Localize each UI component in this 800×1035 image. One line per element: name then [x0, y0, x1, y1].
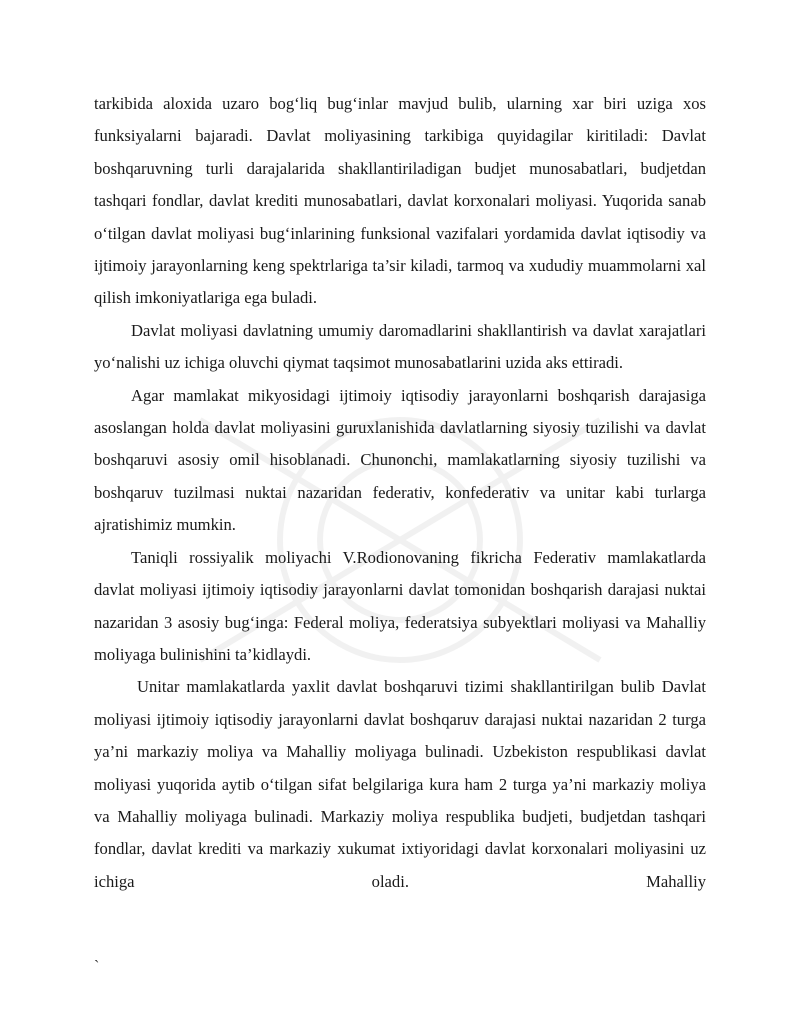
document-body [94, 88, 706, 898]
paragraph: Agar mamlakat mikyosidagi ijtimoiy iqtisodiy jarayonlarni boshqarish darajasiga asoslangan holda davlat moliyasini guruxlanishida davlatlarning siyosiy tuzilishi va davlat boshqaruvi asosiy omil hisoblanadi. Chunonchi, mamlakatlarning siyosiy tuzilishi va boshqaruv tuzilmasi nuktai nazaridan federativ, konfederativ va unitar kabi turlarga ajratishimiz mumkin. [94, 385, 706, 535]
paragraph: Unitar mamlakatlarda yaxlit davlat boshqaruvi tizimi shakllantirilgan bulib Davlat moliyasi ijtimoiy iqtisodiy jarayonlarni davlat boshqaruv darajasi nuktai nazaridan 2 turga ya’ni markaziy moliya va Mahalliy moliyaga bulinadi. Uzbekiston respublikasi davlat moliyasi yuqorida aytib o‘tilgan sifat belgilariga kura ham 2 turga ya’ni markaziy moliya va Mahalliy moliyaga bulinadi. Markaziy moliya respublika budjeti, budjetdan tashqari fondlar, davlat krediti va markaziy xukumat ixtiyoridagi davlat korxonalari moliyasini uz ichiga oladi. Mahalliy [94, 677, 706, 891]
footer-mark: ` [94, 958, 100, 975]
paragraph-continued: tarkibida aloxida uzaro bog‘liq bug‘inlar mavjud bulib, ularning xar biri uziga xos funksiyalarni bajaradi. Davlat moliyasining tarkibiga quyidagilar kiritiladi: Davlat boshqaruvning turli darajalarida shakllantiriladigan budjet munosabatlari, budjetdan tashqari fondlar, davlat krediti munosabatlari, davlat korxonalari moliyasi. Yuqorida sanab o‘tilgan davlat moliyasi bug‘inlarining funksional vazifalari yordamida davlat iqtisodiy va ijtimoiy jarayonlarning keng spektrlariga ta’sir kiladi, tarmoq va xududiy muammolarni xal qilish imkoniyatlariga ega buladi. [94, 94, 706, 308]
paragraph: Davlat moliyasi davlatning umumiy daromadlarini shakllantirish va davlat xarajatlari yo‘nalishi uz ichiga oluvchi qiymat taqsimot munosabatlarini uzida aks ettiradi. [94, 320, 706, 373]
paragraph: Taniqli rossiyalik moliyachi V.Rodionovaning fikricha Federativ mamlakatlarda davlat moliyasi ijtimoiy iqtisodiy jarayonlarni davlat tomonidan boshqarish darajasi nuktai nazaridan 3 asosiy bug‘inga: Federal moliya, federatsiya subyektlari moliyasi va Mahalliy moliyaga bulinishini ta’kidlaydi. [94, 547, 706, 664]
